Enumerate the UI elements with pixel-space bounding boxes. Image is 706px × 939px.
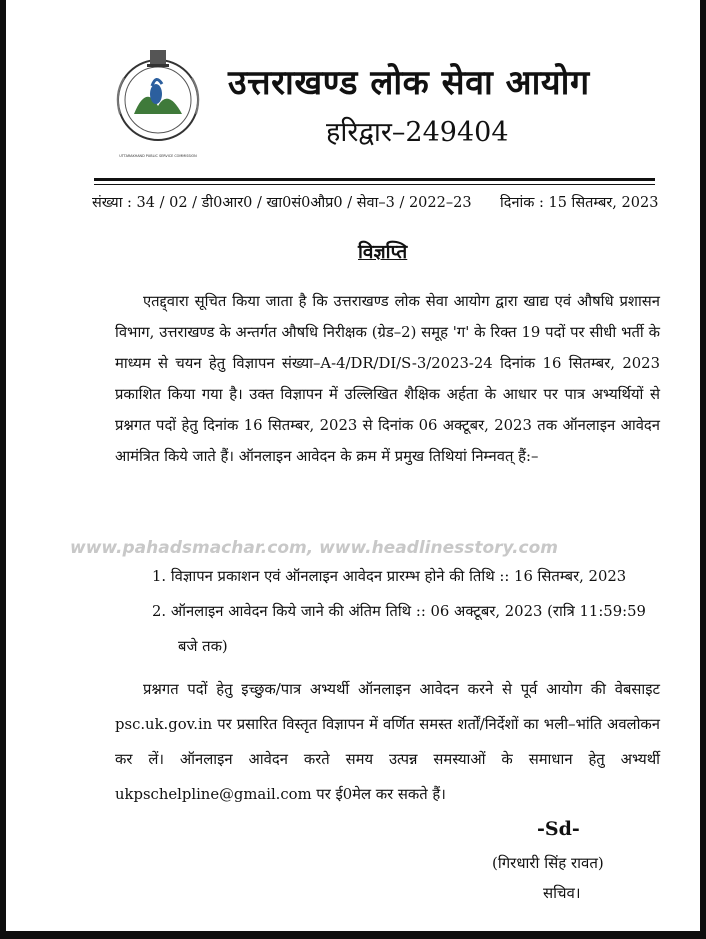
signatory-designation: सचिव। [543, 884, 581, 902]
notice-paragraph-1: एतद्द्वारा सूचित किया जाता है कि उत्तराखण्ड लोक सेवा आयोग द्वारा खाद्य एवं औषधि प्रशासन विभाग, उत्तराखण्ड के अन्तर्गत औषधि निरीक्षक (ग्रेड–2) समूह 'ग' के रिक्त 19 पदों पर सीधी भर्ती के माध्यम से चयन हेतु विज्ञापन संख्या–A-4/DR/DI/S-3/2023-24 दिनांक 16 सितम्बर, 2023 प्रकाशित किया गया है। उक्त विज्ञापन में उल्लिखित शैक्षिक अर्हता के आधार पर पात्र अभ्यर्थियों से प्रश्नगत पदों हेतु दिनांक 16 सितम्बर, 2023 से दिनांक 06 अक्टूबर, 2023 तक ऑनलाइन आवेदन आमंत्रित किये जाते हैं। ऑनलाइन आवेदन के क्रम में प्रमुख तिथियां निम्नवत् हैं:– [115, 293, 660, 465]
notice-paragraph-2: प्रश्नगत पदों हेतु इच्छुक/पात्र अभ्यर्थी ऑनलाइन आवेदन करने से पूर्व आयोग की वेबसाइट psc.uk.gov.in पर प्रसारित विस्तृत विज्ञापन में वर्णित समस्त शर्तों/निर्देशों का भली–भांति अवलोकन कर लें। ऑनलाइन आवेदन करते समय उत्पन्न समस्याओं के समाधान हेतु अभ्यर्थी ukpschelpline@gmail.com पर ई0मेल कर सकते हैं। [115, 681, 660, 803]
notice-title: विज्ञप्ति [358, 241, 408, 263]
signature-sd: -Sd- [537, 818, 580, 840]
frame-right-edge [700, 0, 706, 939]
website-watermark: www.pahadsmachar.com, www.headlinesstory.com [70, 538, 559, 558]
date-item-1: 1. विज्ञापन प्रकाशन एवं ऑनलाइन आवेदन प्रारम्भ होने की तिथि :: 16 सितम्बर, 2023 [152, 568, 627, 585]
date-item-2: 2. ऑनलाइन आवेदन किये जाने की अंतिम तिथि :: 06 अक्टूबर, 2023 (रात्रि 11:59:59 [152, 603, 646, 620]
frame-left-edge [0, 0, 6, 939]
signatory-name: (गिरधारी सिंह रावत) [492, 854, 604, 872]
date-item-2-continuation: बजे तक) [178, 638, 228, 655]
commission-emblem-logo [106, 44, 210, 164]
frame-bottom-edge [0, 931, 706, 939]
header-divider-thin [94, 184, 655, 185]
commission-name: उत्तराखण्ड लोक सेवा आयोग [228, 63, 590, 103]
logo-caption: UTTARAKHAND PUBLIC SERVICE COMMISSION [119, 154, 197, 158]
reference-number: संख्या : 34 / 02 / डी0आर0 / खा0सं0औप्र0 / सेवा–3 / 2022–23 [92, 195, 472, 211]
header-divider [94, 178, 655, 181]
reference-date: दिनांक : 15 सितम्बर, 2023 [500, 195, 659, 211]
commission-city-pin: हरिद्वार–249404 [326, 117, 509, 148]
